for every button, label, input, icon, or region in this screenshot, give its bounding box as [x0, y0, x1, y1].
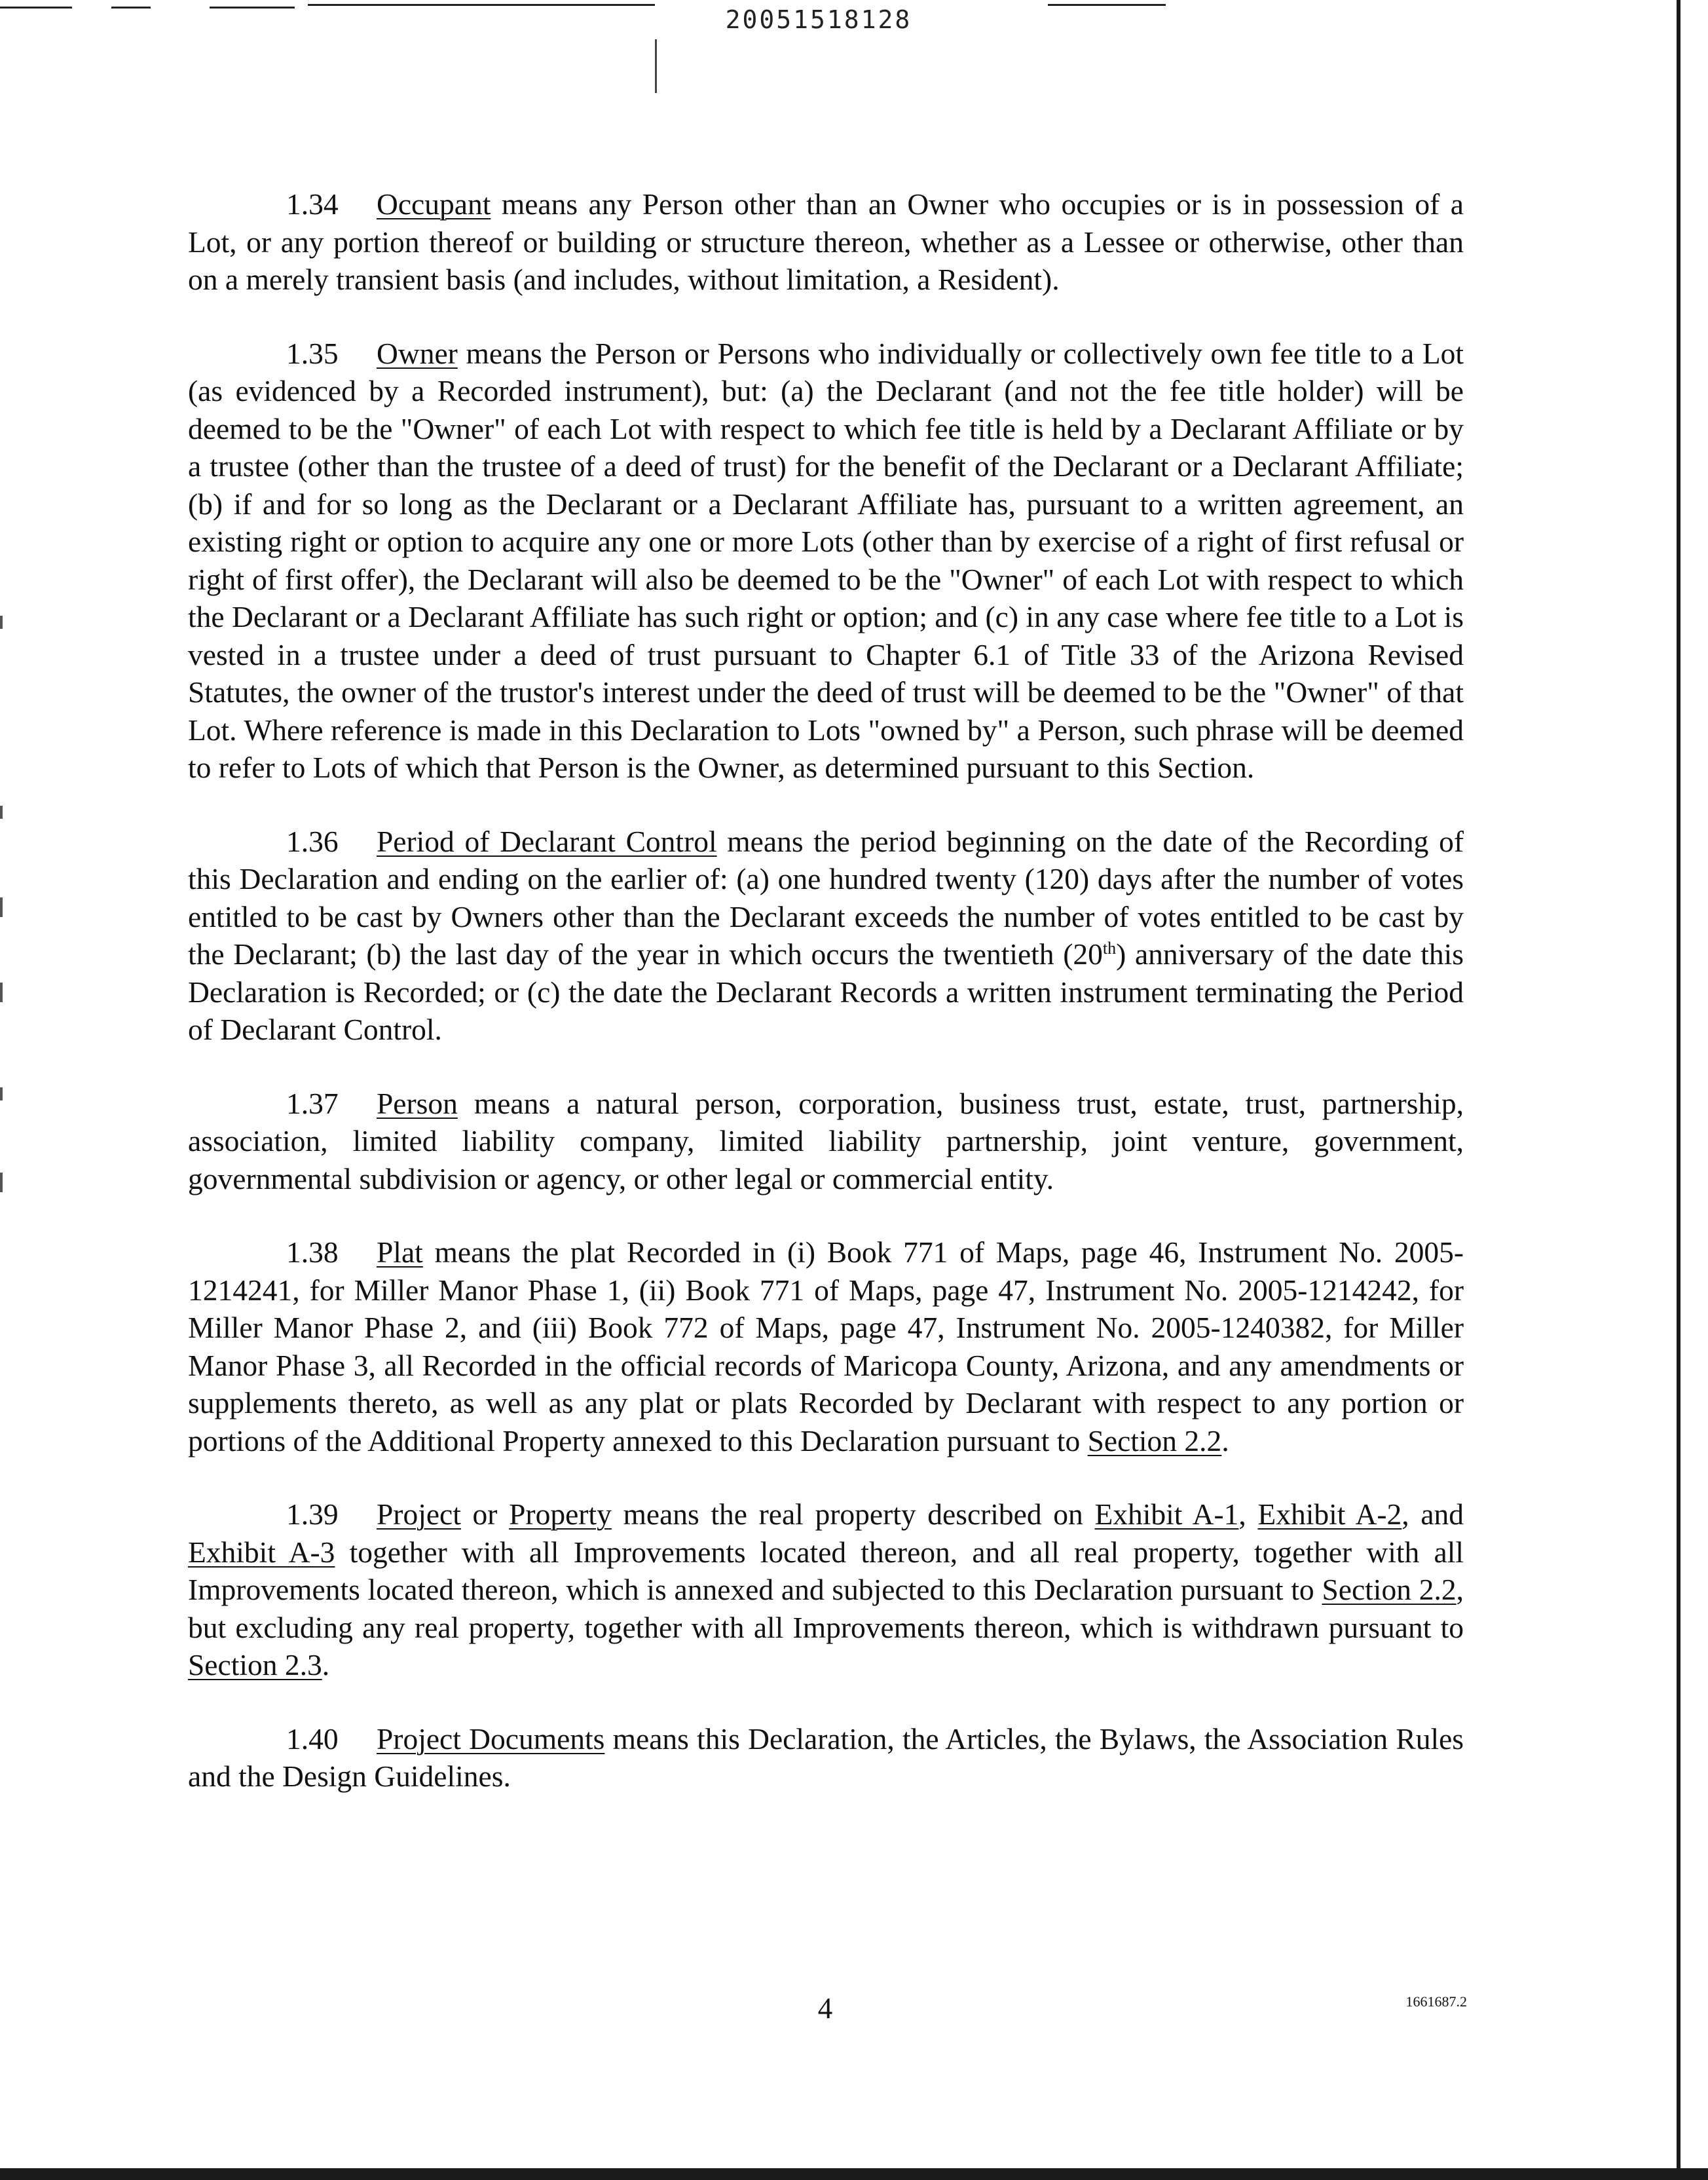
section-text: means the period beginning on the date of the Recording of this Declaration and ending on the earlier of: (a) one hundred twenty (120) days after the number of votes entitled to be cast by Owners other than the Declarant exceeds the number of votes entitled to be cast by the Declarant; (b) the last day of the year in which occurs the twentieth (20 — [188, 824, 1464, 971]
section-1-40 — [188, 1720, 1464, 1795]
section-text: together with all Improvements located thereon, and all real property, together with all Improvements located thereon, which is annexed and subjected to this Declaration pursuant to — [188, 1535, 1464, 1606]
section-number: 1.34 — [286, 187, 339, 221]
exhibit-reference: Exhibit A-2 — [1257, 1497, 1402, 1531]
exhibit-reference: Exhibit A-3 — [188, 1535, 335, 1569]
section-number: 1.37 — [286, 1086, 339, 1120]
section-text: means the real property described on — [611, 1497, 1095, 1531]
defined-term: Person — [377, 1086, 458, 1120]
scan-edge-tick — [0, 983, 3, 1002]
section-1-34 — [188, 185, 1464, 299]
section-text: means a natural person, corporation, business trust, estate, trust, partnership, association, limited liability company, limited liability partnership, joint venture, government, governmental subdivision or agency, or other legal or commercial entity. — [188, 1086, 1464, 1195]
document-body — [188, 185, 1464, 1832]
section-text: means the Person or Persons who individually or collectively own fee title to a Lot (as evidenced by a Recorded instrument), but: (a) the Declarant (and not the fee title holder) will be deemed to be the "Owner" of each Lot with respect to which fee title is held by a Declarant Affiliate or by a trustee (other than the trustee of a deed of trust) for the benefit of the Declarant or a Declarant Affiliate; (b) if and for so long as the Declarant or a Declarant Affiliate has, pursuant to a written agreement, an existing right or option to acquire any one or more Lots (other than by exercise of a right of first refusal or right of first offer), the Declarant will also be deemed to be the "Owner" of each Lot with respect to which the Declarant or a Declarant Affiliate has such right or option; and (c) in any case where fee title to a Lot is vested in a trustee under a deed of trust pursuant to Chapter 6.1 of Title 33 of the Arizona Revised Statutes, the owner of the trustor's interest under the deed of trust will be deemed to be the "Owner" of that Lot. Where reference is made in this Declaration to Lots "owned by" a Person, such phrase will be deemed to refer to Lots of which that Person is the Owner, as determined pursuant to this Section. — [188, 336, 1464, 784]
section-text: or — [460, 1497, 510, 1531]
section-1-37 — [188, 1085, 1464, 1198]
section-text: means the plat Recorded in (i) Book 771 of Maps, page 46, Instrument No. 2005-1214241, for Miller Manor Phase 1, (ii) Book 771 of Maps, page 47, Instrument No. 2005-1214242, for Miller Manor Phase 2, and (iii) Book 772 of Maps, page 47, Instrument No. 2005-1240382, for Miller Manor Phase 3, all Recorded in the official records of Maricopa County, Arizona, and any amendments or supplements thereto, as well as any plat or plats Recorded by Declarant with respect to any portion or portions of the Additional Property annexed to this Declaration pursuant to — [188, 1235, 1464, 1457]
section-text: . — [1221, 1423, 1229, 1457]
section-reference: Section 2.2 — [1087, 1423, 1222, 1457]
scan-bottom-edge — [0, 2168, 1708, 2180]
scan-center-mark — [655, 39, 657, 93]
section-1-35 — [188, 335, 1464, 787]
scan-edge-tick — [0, 806, 3, 819]
ordinal-superscript: th — [1102, 938, 1117, 958]
section-text: means this Declaration, the Articles, the Bylaws, the Association Rules and the Design Guidelines. — [188, 1721, 1464, 1793]
scan-right-edge — [1677, 0, 1680, 2168]
page-number: 4 — [817, 1992, 833, 2025]
scan-edge-tick — [0, 1173, 3, 1192]
section-number: 1.35 — [286, 336, 339, 370]
section-number: 1.36 — [286, 824, 339, 858]
section-number: 1.39 — [286, 1497, 339, 1531]
document-id: 1661687.2 — [1405, 1993, 1467, 2010]
exhibit-reference: Exhibit A-1 — [1094, 1497, 1239, 1531]
defined-term: Property — [509, 1497, 612, 1531]
section-1-39 — [188, 1495, 1464, 1684]
section-reference: Section 2.3 — [188, 1648, 322, 1682]
section-text: , but excluding any real property, together with all Improvements thereon, which is withdrawn pursuant to — [188, 1573, 1464, 1644]
section-text: ) anniversary of the date this Declaration is Recorded; or (c) the date the Declarant Records a written instrument terminating the Period of Declarant Control. — [188, 937, 1464, 1046]
section-1-36 — [188, 823, 1464, 1049]
section-text: means any Person other than an Owner who occupies or is in possession of a Lot, or any portion thereof or building or structure thereon, whether as a Lessee or otherwise, other than on a merely transient basis (and includes, without limitation, a Resident). — [188, 187, 1464, 296]
defined-term: Plat — [377, 1235, 423, 1269]
section-text: . — [322, 1648, 330, 1682]
section-1-38 — [188, 1233, 1464, 1459]
section-number: 1.38 — [286, 1235, 339, 1269]
recording-number: 20051518128 — [725, 5, 912, 34]
defined-term: Occupant — [377, 187, 491, 221]
defined-term: Period of Declarant Control — [377, 824, 717, 858]
scan-edge-tick — [0, 1087, 3, 1100]
section-reference: Section 2.2 — [1322, 1573, 1457, 1606]
defined-term: Project — [377, 1497, 461, 1531]
scan-edge-tick — [0, 616, 3, 629]
section-text: , and — [1402, 1497, 1464, 1531]
defined-term: Owner — [377, 336, 458, 370]
defined-term: Project Documents — [377, 1721, 605, 1756]
section-number: 1.40 — [286, 1721, 339, 1756]
section-text: , — [1238, 1497, 1258, 1531]
scan-edge-tick — [0, 897, 3, 917]
